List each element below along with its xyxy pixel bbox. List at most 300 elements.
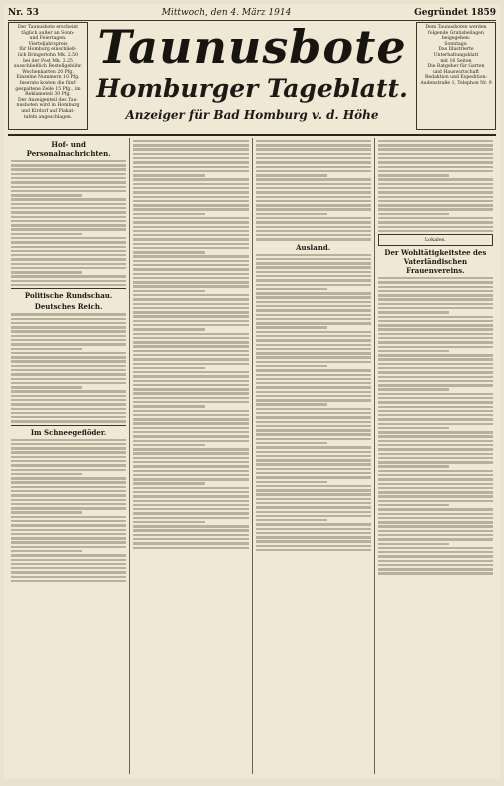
text-line-placeholder <box>378 457 493 459</box>
text-line-placeholder <box>11 499 126 501</box>
text-line-placeholder <box>11 477 126 479</box>
text-line-placeholder <box>133 405 204 407</box>
text-line-placeholder <box>378 170 493 172</box>
text-line-placeholder <box>133 495 248 497</box>
text-line-placeholder <box>378 286 493 288</box>
text-line-placeholder <box>11 520 126 522</box>
text-line-placeholder <box>256 408 371 410</box>
text-line-placeholder <box>11 198 126 200</box>
text-line-placeholder <box>256 170 371 172</box>
text-line-placeholder <box>378 337 493 339</box>
text-line-placeholder <box>378 418 493 420</box>
left-line: Vierteljahrspreis <box>28 41 68 47</box>
text-line-placeholder <box>256 361 371 363</box>
text-line-placeholder <box>133 525 248 527</box>
text-line-placeholder <box>378 534 493 536</box>
text-line-placeholder <box>133 508 248 510</box>
article-text <box>378 140 493 232</box>
newspaper-subtitle: Homburger Tageblatt. <box>96 74 408 103</box>
column-2 <box>130 138 252 774</box>
text-line-placeholder <box>378 303 493 305</box>
founded-year: Gegründet 1859 <box>414 8 496 18</box>
text-line-placeholder <box>256 356 371 358</box>
text-line-placeholder <box>133 183 248 185</box>
text-line-placeholder <box>133 474 248 476</box>
text-line-placeholder <box>11 567 126 569</box>
left-line: Reklameteil 30 Pfg. <box>25 92 71 98</box>
text-line-placeholder <box>378 435 493 437</box>
text-line-placeholder <box>133 311 248 313</box>
text-line-placeholder <box>378 478 493 480</box>
text-line-placeholder <box>256 399 371 401</box>
right-line: mit 16 Seiten <box>440 58 472 64</box>
text-line-placeholder <box>256 288 327 290</box>
text-line-placeholder <box>133 392 248 394</box>
text-line-placeholder <box>256 481 327 483</box>
text-line-placeholder <box>133 448 248 450</box>
text-line-placeholder <box>256 511 371 513</box>
right-line: und Hauswirtschaft <box>433 69 479 75</box>
section-heading: Hof- und Personalnachrichten. <box>26 140 111 158</box>
issue-number: Nr. 53 <box>8 8 39 18</box>
text-line-placeholder <box>11 511 82 513</box>
text-line-placeholder <box>378 525 493 527</box>
text-line-placeholder <box>378 354 493 356</box>
text-line-placeholder <box>378 371 493 373</box>
text-line-placeholder <box>133 367 204 369</box>
text-line-placeholder <box>378 483 493 485</box>
article-columns <box>8 138 496 774</box>
text-line-placeholder <box>256 493 371 495</box>
text-line-placeholder <box>11 408 126 410</box>
text-line-placeholder <box>256 416 371 418</box>
text-line-placeholder <box>11 447 126 449</box>
left-line: ausschließlich Bestellgebühr. <box>13 64 83 70</box>
text-line-placeholder <box>256 523 371 525</box>
text-line-placeholder <box>256 191 371 193</box>
article-text <box>133 140 248 549</box>
text-line-placeholder <box>11 190 126 192</box>
text-line-placeholder <box>256 284 371 286</box>
text-line-placeholder <box>378 504 449 506</box>
text-line-placeholder <box>378 153 493 155</box>
text-line-placeholder <box>256 301 371 303</box>
text-line-placeholder <box>256 365 327 367</box>
text-line-placeholder <box>378 500 493 502</box>
text-line-placeholder <box>11 254 126 256</box>
right-line: Dem Taunusboten werden <box>425 25 487 30</box>
text-line-placeholder <box>256 254 371 256</box>
text-line-placeholder <box>378 277 493 279</box>
text-line-placeholder <box>133 371 248 373</box>
text-line-placeholder <box>11 237 126 239</box>
text-line-placeholder <box>133 354 248 356</box>
text-line-placeholder <box>133 217 248 219</box>
text-line-placeholder <box>378 397 493 399</box>
text-line-placeholder <box>378 333 493 335</box>
text-line-placeholder <box>256 459 371 461</box>
text-line-placeholder <box>11 164 126 166</box>
text-line-placeholder <box>11 322 126 324</box>
text-line-placeholder <box>11 554 126 556</box>
article-text <box>378 277 493 575</box>
text-line-placeholder <box>11 378 126 380</box>
text-line-placeholder <box>256 369 371 371</box>
text-line-placeholder <box>11 233 82 235</box>
text-line-placeholder <box>133 213 204 215</box>
text-line-placeholder <box>11 507 126 509</box>
text-line-placeholder <box>133 435 248 437</box>
text-line-placeholder <box>133 504 248 506</box>
text-line-placeholder <box>256 271 371 273</box>
text-line-placeholder <box>11 533 126 535</box>
text-line-placeholder <box>378 166 493 168</box>
text-line-placeholder <box>378 521 493 523</box>
text-line-placeholder <box>256 545 371 547</box>
text-line-placeholder <box>11 416 126 418</box>
text-line-placeholder <box>11 494 126 496</box>
text-line-placeholder <box>11 443 126 445</box>
text-line-placeholder <box>133 277 248 279</box>
text-line-placeholder <box>11 490 126 492</box>
text-line-placeholder <box>378 410 493 412</box>
text-line-placeholder <box>256 226 371 228</box>
text-line-placeholder <box>378 294 493 296</box>
text-line-placeholder <box>256 344 371 346</box>
text-line-placeholder <box>378 174 449 176</box>
left-line: für Homburg einschließ- <box>19 47 77 53</box>
text-line-placeholder <box>378 444 493 446</box>
text-line-placeholder <box>133 264 248 266</box>
text-line-placeholder <box>133 238 248 240</box>
text-line-placeholder <box>133 320 248 322</box>
text-line-placeholder <box>378 363 493 365</box>
text-line-placeholder <box>133 512 248 514</box>
text-line-placeholder <box>133 534 248 536</box>
text-line-placeholder <box>11 390 126 392</box>
text-line-placeholder <box>133 148 248 150</box>
left-line: tafeln angeschlagen. <box>23 114 73 120</box>
left-line: gespaltene Zeile 15 Pfg., im <box>15 86 81 92</box>
text-line-placeholder <box>133 431 248 433</box>
text-line-placeholder <box>378 487 493 489</box>
text-line-placeholder <box>11 464 126 466</box>
text-line-placeholder <box>133 547 248 549</box>
text-line-placeholder <box>378 427 449 429</box>
article-text <box>11 160 126 287</box>
section-heading: Der Wohltätigkeitstee des Vaterländischen Frauenvereins. <box>384 248 487 276</box>
text-line-placeholder <box>133 200 248 202</box>
text-line-placeholder <box>133 298 248 300</box>
text-line-placeholder <box>11 241 126 243</box>
text-line-placeholder <box>256 506 371 508</box>
text-line-placeholder <box>133 457 248 459</box>
left-line: lich Bringerlohn Mk. 2.50 <box>17 52 79 58</box>
left-line: Einzelne Nummern 10 Pfg. <box>16 75 80 81</box>
divider <box>11 288 126 289</box>
right-line: Audenstraße 1, Telephon Nr. 9 <box>420 80 492 86</box>
left-line: täglich außer an Sonn- <box>21 30 75 36</box>
text-line-placeholder <box>133 268 248 270</box>
text-line-placeholder <box>256 348 371 350</box>
text-line-placeholder <box>133 285 248 287</box>
text-line-placeholder <box>11 559 126 561</box>
text-line-placeholder <box>11 250 126 252</box>
text-line-placeholder <box>133 401 248 403</box>
text-line-placeholder <box>256 200 371 202</box>
text-line-placeholder <box>11 469 126 471</box>
text-line-placeholder <box>11 541 126 543</box>
left-line: und Feiertagen. <box>29 36 67 42</box>
text-line-placeholder <box>378 328 493 330</box>
text-line-placeholder <box>256 433 371 435</box>
text-line-placeholder <box>256 238 371 240</box>
text-line-placeholder <box>11 576 126 578</box>
text-line-placeholder <box>378 470 493 472</box>
text-line-placeholder <box>256 262 371 264</box>
text-line-placeholder <box>378 367 493 369</box>
text-line-placeholder <box>378 423 493 425</box>
text-line-placeholder <box>256 403 327 405</box>
text-line-placeholder <box>256 296 371 298</box>
text-line-placeholder <box>11 339 126 341</box>
text-line-placeholder <box>11 395 126 397</box>
text-line-placeholder <box>133 470 248 472</box>
text-line-placeholder <box>11 369 126 371</box>
text-line-placeholder <box>378 538 493 540</box>
text-line-placeholder <box>256 335 371 337</box>
text-line-placeholder <box>11 580 126 582</box>
article-text <box>11 439 126 583</box>
text-line-placeholder <box>133 273 248 275</box>
text-line-placeholder <box>11 529 126 531</box>
text-line-placeholder <box>378 350 449 352</box>
text-line-placeholder <box>378 448 493 450</box>
text-line-placeholder <box>378 281 493 283</box>
text-line-placeholder <box>11 352 126 354</box>
text-line-placeholder <box>256 174 327 176</box>
text-line-placeholder <box>256 309 371 311</box>
text-line-placeholder <box>378 307 493 309</box>
text-line-placeholder <box>378 465 449 467</box>
text-line-placeholder <box>256 221 371 223</box>
section-subheading: Deutsches Reich. <box>34 302 103 312</box>
text-line-placeholder <box>133 478 248 480</box>
text-line-placeholder <box>378 440 493 442</box>
text-line-placeholder <box>378 517 493 519</box>
text-line-placeholder <box>378 183 493 185</box>
text-line-placeholder <box>378 213 449 215</box>
text-line-placeholder <box>256 395 371 397</box>
text-line-placeholder <box>11 177 126 179</box>
text-line-placeholder <box>378 551 493 553</box>
text-line-placeholder <box>11 546 126 548</box>
masthead <box>8 22 496 136</box>
text-line-placeholder <box>11 537 126 539</box>
text-line-placeholder <box>256 412 371 414</box>
text-line-placeholder <box>256 314 371 316</box>
text-line-placeholder <box>378 196 493 198</box>
article-text <box>11 313 126 422</box>
text-line-placeholder <box>256 446 371 448</box>
text-line-placeholder <box>256 549 371 551</box>
text-line-placeholder <box>133 345 248 347</box>
column-4 <box>375 138 496 774</box>
text-line-placeholder <box>133 324 248 326</box>
text-line-placeholder <box>256 451 371 453</box>
text-line-placeholder <box>256 519 327 521</box>
text-line-placeholder <box>256 442 327 444</box>
text-line-placeholder <box>11 481 126 483</box>
text-line-placeholder <box>133 388 248 390</box>
text-line-placeholder <box>133 303 248 305</box>
text-line-placeholder <box>11 173 126 175</box>
text-line-placeholder <box>11 207 126 209</box>
text-line-placeholder <box>256 498 371 500</box>
text-line-placeholder <box>133 418 248 420</box>
text-line-placeholder <box>256 502 371 504</box>
text-line-placeholder <box>133 187 248 189</box>
text-line-placeholder <box>133 328 204 330</box>
text-line-placeholder <box>133 166 248 168</box>
article-text <box>256 254 371 552</box>
text-line-placeholder <box>378 144 493 146</box>
right-line: Unterhaltungsblatt <box>433 52 479 58</box>
text-line-placeholder <box>378 320 493 322</box>
text-line-placeholder <box>378 161 493 163</box>
text-line-placeholder <box>378 461 493 463</box>
column-1 <box>8 138 130 774</box>
text-line-placeholder <box>11 571 126 573</box>
divider <box>11 425 126 426</box>
text-line-placeholder <box>133 178 248 180</box>
text-line-placeholder <box>256 178 371 180</box>
text-line-placeholder <box>378 298 493 300</box>
text-line-placeholder <box>256 378 371 380</box>
text-line-placeholder <box>133 363 248 365</box>
text-line-placeholder <box>11 263 126 265</box>
text-line-placeholder <box>133 500 248 502</box>
text-line-placeholder <box>11 503 126 505</box>
text-line-placeholder <box>133 140 248 142</box>
text-line-placeholder <box>133 521 204 523</box>
text-line-placeholder <box>256 204 371 206</box>
section-heading: Ausland. <box>296 242 331 252</box>
text-line-placeholder <box>256 183 371 185</box>
text-line-placeholder <box>256 322 371 324</box>
text-line-placeholder <box>256 532 371 534</box>
text-line-placeholder <box>133 208 248 210</box>
text-line-placeholder <box>11 386 82 388</box>
text-line-placeholder <box>378 380 493 382</box>
text-line-placeholder <box>378 341 493 343</box>
text-line-placeholder <box>378 393 493 395</box>
text-line-placeholder <box>133 350 248 352</box>
text-line-placeholder <box>256 476 371 478</box>
text-line-placeholder <box>11 486 126 488</box>
subscription-info-box <box>8 22 88 130</box>
text-line-placeholder <box>11 563 126 565</box>
text-line-placeholder <box>133 538 248 540</box>
section-heading-box: Lokales. <box>378 234 493 246</box>
text-line-placeholder <box>256 386 371 388</box>
text-line-placeholder <box>11 456 126 458</box>
text-line-placeholder <box>133 427 248 429</box>
text-line-placeholder <box>11 373 126 375</box>
text-line-placeholder <box>256 230 371 232</box>
text-line-placeholder <box>256 234 371 236</box>
text-line-placeholder <box>378 453 493 455</box>
column-3 <box>253 138 375 774</box>
text-line-placeholder <box>133 452 248 454</box>
text-line-placeholder <box>378 226 493 228</box>
text-line-placeholder <box>11 360 126 362</box>
text-line-placeholder <box>133 281 248 283</box>
text-line-placeholder <box>11 186 126 188</box>
text-line-placeholder <box>133 255 248 257</box>
text-line-placeholder <box>11 439 126 441</box>
text-line-placeholder <box>378 474 493 476</box>
text-line-placeholder <box>11 318 126 320</box>
text-line-placeholder <box>11 271 82 273</box>
text-line-placeholder <box>133 260 248 262</box>
text-line-placeholder <box>133 153 248 155</box>
left-line: Der Anzeigenteil des Tau- <box>18 97 78 103</box>
right-line: Sonntags: <box>444 41 468 47</box>
text-line-placeholder <box>256 266 371 268</box>
text-line-placeholder <box>378 178 493 180</box>
text-line-placeholder <box>133 444 204 446</box>
text-line-placeholder <box>11 473 82 475</box>
text-line-placeholder <box>11 524 126 526</box>
left-line: bei der Post Mk. 2.25 <box>23 58 73 64</box>
text-line-placeholder <box>11 216 126 218</box>
text-line-placeholder <box>133 422 248 424</box>
section-heading: Politische Rundschau. <box>24 291 113 301</box>
text-line-placeholder <box>256 421 371 423</box>
text-line-placeholder <box>133 315 248 317</box>
text-line-placeholder <box>256 305 371 307</box>
text-line-placeholder <box>133 307 248 309</box>
text-line-placeholder <box>378 221 493 223</box>
text-line-placeholder <box>11 267 126 269</box>
text-line-placeholder <box>256 540 371 542</box>
left-line: Der Taunusbote erscheint <box>17 25 79 30</box>
text-line-placeholder <box>256 468 371 470</box>
text-line-placeholder <box>11 181 126 183</box>
text-line-placeholder <box>11 550 82 552</box>
text-line-placeholder <box>133 491 248 493</box>
text-line-placeholder <box>256 489 371 491</box>
text-line-placeholder <box>133 290 204 292</box>
text-line-placeholder <box>11 160 126 162</box>
text-line-placeholder <box>378 406 493 408</box>
text-line-placeholder <box>378 495 493 497</box>
text-line-placeholder <box>133 157 248 159</box>
text-line-placeholder <box>378 572 493 574</box>
text-line-placeholder <box>378 230 493 232</box>
text-line-placeholder <box>133 542 248 544</box>
text-line-placeholder <box>133 170 248 172</box>
text-line-placeholder <box>11 203 126 205</box>
text-line-placeholder <box>378 431 493 433</box>
newspaper-motto: Anzeiger für Bad Homburg v. d. Höhe <box>125 108 379 122</box>
text-line-placeholder <box>378 388 449 390</box>
text-line-placeholder <box>133 461 248 463</box>
text-line-placeholder <box>256 326 327 328</box>
text-line-placeholder <box>133 204 248 206</box>
text-line-placeholder <box>378 543 449 545</box>
